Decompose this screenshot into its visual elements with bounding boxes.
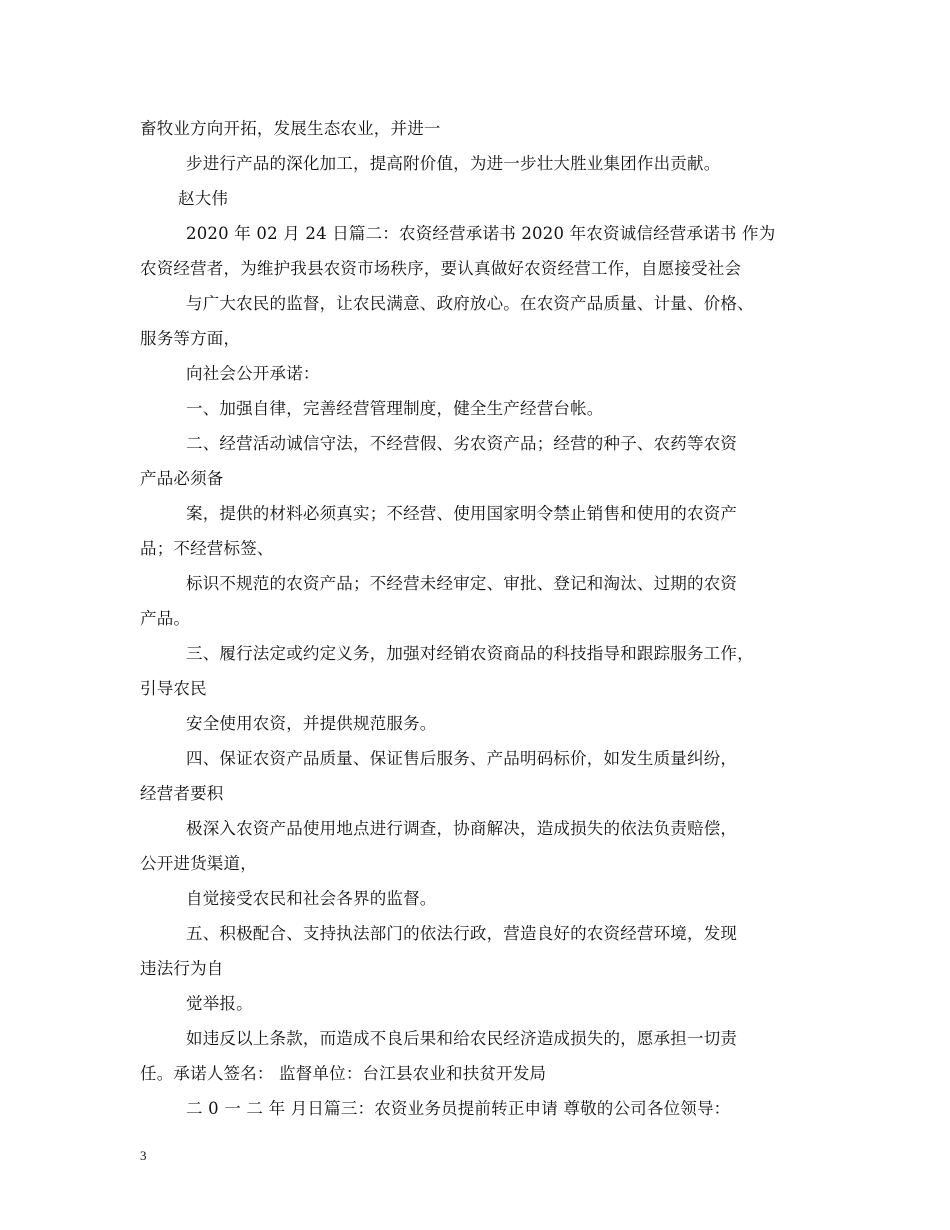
text-line: 安全使用农资，并提供规范服务。 <box>186 714 437 733</box>
text-line: 公开进货渠道， <box>140 854 257 873</box>
page-number: 3 <box>140 1148 147 1163</box>
text-line: 向社会公开承诺： <box>186 364 320 383</box>
text-line: 赵大伟 <box>178 189 229 208</box>
text-line: 产品。 <box>140 609 191 628</box>
text-line: 农资经营者，为维护我县农资市场秩序，要认真做好农资经营工作，自愿接受社会 <box>140 259 742 278</box>
text-line: 品；不经营标签、 <box>140 539 274 558</box>
text-line: 引导农民 <box>140 679 207 698</box>
text-line: 二 0 一 二 年 月日篇三：农资业务员提前转正申请 尊敬的公司各位领导： <box>186 1099 731 1118</box>
text-line: 任。承诺人签名： 监督单位：台江县农业和扶贫开发局 <box>140 1064 547 1083</box>
text-line: 二、经营活动诚信守法，不经营假、劣农资产品；经营的种子、农药等农资 <box>186 434 738 453</box>
text-line: 2020 年 02 月 24 日篇二：农资经营承诺书 2020 年农资诚信经营承诺书 作为 <box>186 224 776 243</box>
text-line: 四、保证农资产品质量、保证售后服务、产品明码标价，如发生质量纠纷， <box>186 749 738 768</box>
text-line: 觉举报。 <box>186 994 253 1013</box>
text-line: 极深入农资产品使用地点进行调查，协商解决，造成损失的依法负责赔偿， <box>186 819 738 838</box>
text-line: 如违反以上条款，而造成不良后果和给农民经济造成损失的，愿承担一切责 <box>186 1029 738 1048</box>
text-line: 产品必须备 <box>140 469 224 488</box>
text-line: 违法行为自 <box>140 959 224 978</box>
text-line: 案，提供的材料必须真实；不经营、使用国家明令禁止销售和使用的农资产 <box>186 504 738 523</box>
text-line: 自觉接受农民和社会各界的监督。 <box>186 889 437 908</box>
text-line: 与广大农民的监督，让农民满意、政府放心。在农资产品质量、计量、价格、 <box>186 294 754 313</box>
text-line: 三、履行法定或约定义务，加强对经销农资商品的科技指导和跟踪服务工作， <box>186 644 754 663</box>
text-line: 五、积极配合、支持执法部门的依法行政，营造良好的农资经营环境，发现 <box>186 924 738 943</box>
text-line: 服务等方面， <box>140 329 241 348</box>
text-line: 步进行产品的深化加工，提高附价值，为进一步壮大胜业集团作出贡献。 <box>186 154 721 173</box>
text-line: 标识不规范的农资产品；不经营未经审定、审批、登记和淘汰、过期的农资 <box>186 574 738 593</box>
text-line: 一、加强自律，完善经营管理制度，健全生产经营台帐。 <box>186 399 604 418</box>
text-line: 畜牧业方向开拓，发展生态农业，并进一 <box>140 119 441 138</box>
text-line: 经营者要积 <box>140 784 224 803</box>
